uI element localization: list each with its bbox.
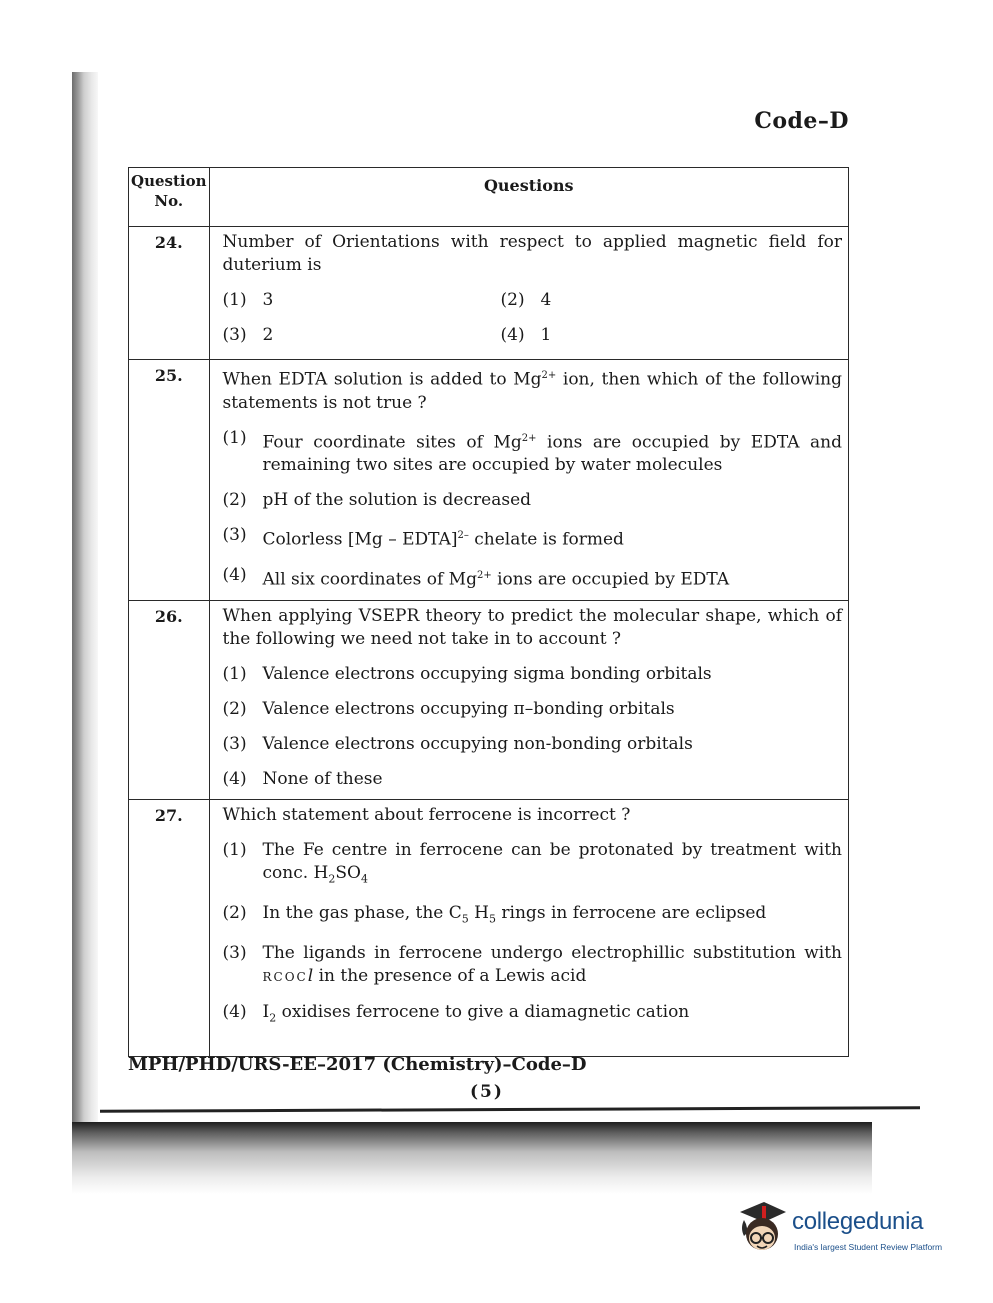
option [223, 524, 843, 552]
question-stem [223, 364, 843, 415]
question-row-27 [129, 799, 849, 1056]
option [223, 698, 843, 721]
option [223, 324, 501, 347]
stem-part: ion, then which of the following statements is not true ? [222, 369, 842, 413]
questions-header: Questions [209, 168, 849, 227]
question-no-header-line1: Question [131, 172, 207, 190]
superscript: 2+ [541, 370, 557, 381]
option-number: (1) [222, 663, 247, 684]
option-text: 2 [262, 325, 274, 345]
option-number: (3) [222, 325, 247, 345]
option-text-part: I [262, 1002, 270, 1023]
question-row-26 [129, 600, 849, 799]
option-number: (2) [222, 490, 247, 511]
option [501, 324, 843, 347]
option [223, 902, 843, 930]
formula-small-caps: RCOC [262, 970, 308, 985]
option-text: None of these [262, 768, 383, 789]
option-text-part: In the gas phase, the C [262, 903, 462, 924]
option-number: (4) [222, 564, 247, 585]
question-table [128, 167, 849, 1057]
option-text [263, 902, 843, 930]
option [223, 289, 501, 312]
option-text-part: SO [335, 862, 361, 883]
option [223, 427, 843, 478]
question-row-24 [129, 227, 849, 360]
subscript: 5 [489, 912, 497, 926]
question-body [209, 799, 849, 1056]
option [223, 489, 843, 512]
option-number: (3) [222, 943, 247, 964]
option [223, 733, 843, 756]
paper-code: Code–D [754, 108, 849, 134]
question-body [209, 600, 849, 799]
stem-part: When EDTA solution is added to Mg [222, 369, 542, 390]
page-number: (5) [470, 1082, 504, 1102]
option-text-part: rings in ferrocene are eclipsed [496, 903, 767, 924]
scan-edge-line [100, 1106, 920, 1113]
option-number: (4) [500, 325, 525, 345]
option-text [263, 1001, 843, 1029]
collegedunia-logo [734, 1196, 964, 1266]
question-number: 25. [129, 360, 210, 601]
option-text: pH of the solution is decreased [262, 490, 532, 511]
option-text [263, 427, 843, 478]
option-number: (1) [222, 839, 247, 860]
option-text: 4 [540, 290, 552, 310]
subscript: 2 [328, 872, 336, 886]
scan-shadow-bottom [72, 1122, 872, 1194]
table-header-row [129, 168, 849, 227]
logo-wordmark: collegedunia [792, 1208, 924, 1235]
logo-tagline: India's largest Student Review Platform [794, 1242, 943, 1252]
subscript: 5 [461, 912, 469, 926]
option-text: Valence electrons occupying sigma bonding orbitals [262, 663, 712, 684]
superscript: 2+ [476, 569, 492, 581]
option-text: Valence electrons occupying non-bonding orbitals [262, 733, 693, 754]
option-number: (1) [222, 290, 247, 310]
option [223, 663, 843, 686]
option-number: (3) [222, 733, 247, 754]
superscript: 2+ [521, 432, 537, 444]
option-number: (1) [222, 427, 247, 448]
option-text-part: oxidises ferrocene to give a diamagnetic cation [276, 1002, 690, 1023]
option-text-part: All six coordinates of Mg [262, 569, 477, 590]
question-number: 26. [129, 600, 210, 799]
option-text-part: The Fe centre in ferrocene can be protonated by treatment with conc. H [262, 839, 842, 883]
question-body [209, 227, 849, 360]
option-number: (3) [222, 525, 247, 546]
option-text-part: chelate is formed [468, 529, 624, 550]
question-number: 27. [129, 799, 210, 1056]
options-grid [223, 289, 843, 347]
superscript: 2– [457, 530, 469, 542]
option-text [263, 942, 843, 989]
footer-title: MPH/PHD/URS-EE–2017 (Chemistry)–Code–D [128, 1054, 587, 1075]
subscript: 2 [269, 1011, 277, 1025]
option-text [263, 839, 843, 890]
option-text-part: in the presence of a Lewis acid [313, 966, 587, 987]
option-text: Valence electrons occupying π–bonding orbitals [262, 698, 675, 719]
option-text: 1 [540, 325, 552, 345]
question-stem: Number of Orientations with respect to applied magnetic field for duterium is [222, 232, 842, 275]
option [501, 289, 843, 312]
option-text-part: ions are occupied by EDTA [491, 569, 730, 590]
option-text-part: Colorless [Mg – EDTA] [262, 529, 458, 550]
formula-italic-l: l [307, 966, 314, 987]
option-number: (4) [222, 1002, 247, 1023]
option [223, 839, 843, 890]
option-text-part: The ligands in ferrocene undergo electrophillic substitution with [262, 943, 842, 964]
option-number: (2) [500, 290, 525, 310]
option-text-part: Four coordinate sites of Mg [262, 432, 522, 453]
option-number: (2) [222, 903, 247, 924]
scan-shadow-left [72, 72, 98, 1194]
question-stem: When applying VSEPR theory to predict the molecular shape, which of the following we need not take in to account ? [222, 605, 842, 649]
option-number: (2) [222, 698, 247, 719]
option [223, 564, 843, 592]
option-number: (4) [222, 768, 247, 789]
option-text-part: ions are occupied by EDTA and remaining two sites are occupied by water molecules [262, 432, 842, 476]
option-text-part: H [468, 903, 490, 924]
option-text: 3 [262, 290, 274, 310]
option [223, 1001, 843, 1029]
option-text [263, 564, 843, 592]
option [223, 768, 843, 791]
student-mascot-icon [734, 1198, 790, 1258]
question-row-25 [129, 360, 849, 601]
question-no-header-line2: No. [154, 192, 184, 210]
question-no-header [129, 168, 210, 227]
question-body [209, 360, 849, 601]
option-text [263, 524, 843, 552]
option [223, 942, 843, 989]
question-number: 24. [129, 227, 210, 360]
subscript: 4 [360, 872, 368, 886]
question-stem: Which statement about ferrocene is incorrect ? [222, 804, 631, 825]
